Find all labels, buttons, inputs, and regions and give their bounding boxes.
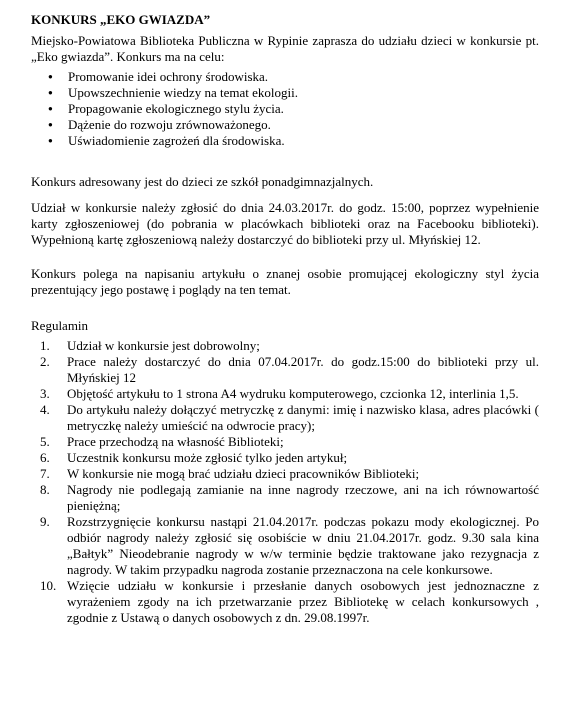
rule-number: 8. [40,482,50,497]
rule-number: 1. [40,338,50,353]
rule-item [31,482,539,514]
spacer [31,298,539,316]
rule-number: 7. [40,466,50,481]
task-paragraph: Konkurs polega na napisaniu artykułu o znanej osobie promującej ekologiczny styl życia prezentujący jego postawę i poglądy na ten temat. [31,266,539,297]
rule-text: Rozstrzygnięcie konkursu nastąpi 21.04.2017r. podczas pokazu mody ekologicznej. Po odbiór nagrody należy zgłosić się osobiście w dniu 21.04.2017r. godz. 9.30 sala kina „Bałtyk” Nieodebranie nagrody w w/w terminie będzie traktowane jako rezygnacja z nagrody. W takim przypadku nagroda zostanie przeznaczona na cele konkursowe. [67,514,539,577]
rule-item [31,466,539,482]
rule-text: Wzięcie udziału w konkursie i przesłanie danych osobowych jest jednoznaczne z wyrażeniem zgody na ich przetwarzanie przez Bibliotekę w celach konkursowych , zgodnie z Ustawą o danych osobowych z dn. 29.08.1997r. [67,578,539,625]
rule-number: 5. [40,434,50,449]
rule-number: 9. [40,514,50,529]
rule-text: Prace należy dostarczyć do dnia 07.04.2017r. do godz.15:00 do biblioteki przy ul. Młyńskiej 12 [67,354,539,385]
goal-item: ● Propagowanie ekologicznego stylu życia. [31,101,539,117]
rule-text: Udział w konkursie jest dobrowolny; [67,338,260,353]
rule-number: 6. [40,450,50,465]
rules-list [31,338,539,626]
rule-item [31,514,539,578]
rule-text: Uczestnik konkursu może zgłosić tylko jeden artykuł; [67,450,348,465]
rule-text: Objętość artykułu to 1 strona A4 wydruku komputerowego, czcionka 12, interlinia 1,5. [67,386,519,401]
rule-item [31,402,539,434]
rule-text: W konkursie nie mogą brać udziału dzieci pracowników Biblioteki; [67,466,420,481]
rule-item [31,354,539,386]
rule-number: 4. [40,402,50,417]
rule-item [31,386,539,402]
audience-paragraph: Konkurs adresowany jest do dzieci ze szkół ponadgimnazjalnych. [31,174,374,189]
rule-item [31,450,539,466]
spacer [31,248,539,266]
goal-item: ● Dążenie do rozwoju zrównoważonego. [31,117,539,133]
spacer [31,149,539,174]
rule-text: Nagrody nie podlegają zamianie na inne nagrody rzeczowe, ani na ich równowartość pieniężną; [67,482,539,513]
goal-item: ● Uświadomienie zagrożeń dla środowiska. [31,133,539,149]
rule-number: 3. [40,386,50,401]
registration-paragraph: Udział w konkursie należy zgłosić do dnia 24.03.2017r. do godz. 15:00, poprzez wypełnienie karty zgłoszeniowej (do pobrania w placówkach biblioteki oraz na Facebooku biblioteki). Wypełnioną kartę zgłoszeniową należy dostarczyć do biblioteki przy ul. Młyńskiej 12. [31,200,539,247]
rule-text: Do artykułu należy dołączyć metryczkę z danymi: imię i nazwisko klasa, adres placówki ( metryczkę należy umieścić na odwrocie pracy); [67,402,539,433]
rule-number: 10. [40,578,57,593]
document-title: KONKURS „EKO GWIAZDA” [31,12,211,27]
rules-heading: Regulamin [31,318,89,333]
goals-list [31,69,539,149]
rule-text: Prace przechodzą na własność Biblioteki; [67,434,284,449]
intro-paragraph: Miejsko-Powiatowa Biblioteka Publiczna w Rypinie zaprasza do udziału dzieci w konkursie pt. „Eko gwiazda”. Konkurs ma na celu: [31,33,539,64]
goal-item: ● Promowanie idei ochrony środowiska. [31,69,539,85]
spacer [31,190,539,200]
rule-item [31,338,539,354]
rule-number: 2. [40,354,50,369]
goal-item: ● Upowszechnienie wiedzy na temat ekologii. [31,85,539,101]
rule-item [31,434,539,450]
rule-item [31,578,539,626]
